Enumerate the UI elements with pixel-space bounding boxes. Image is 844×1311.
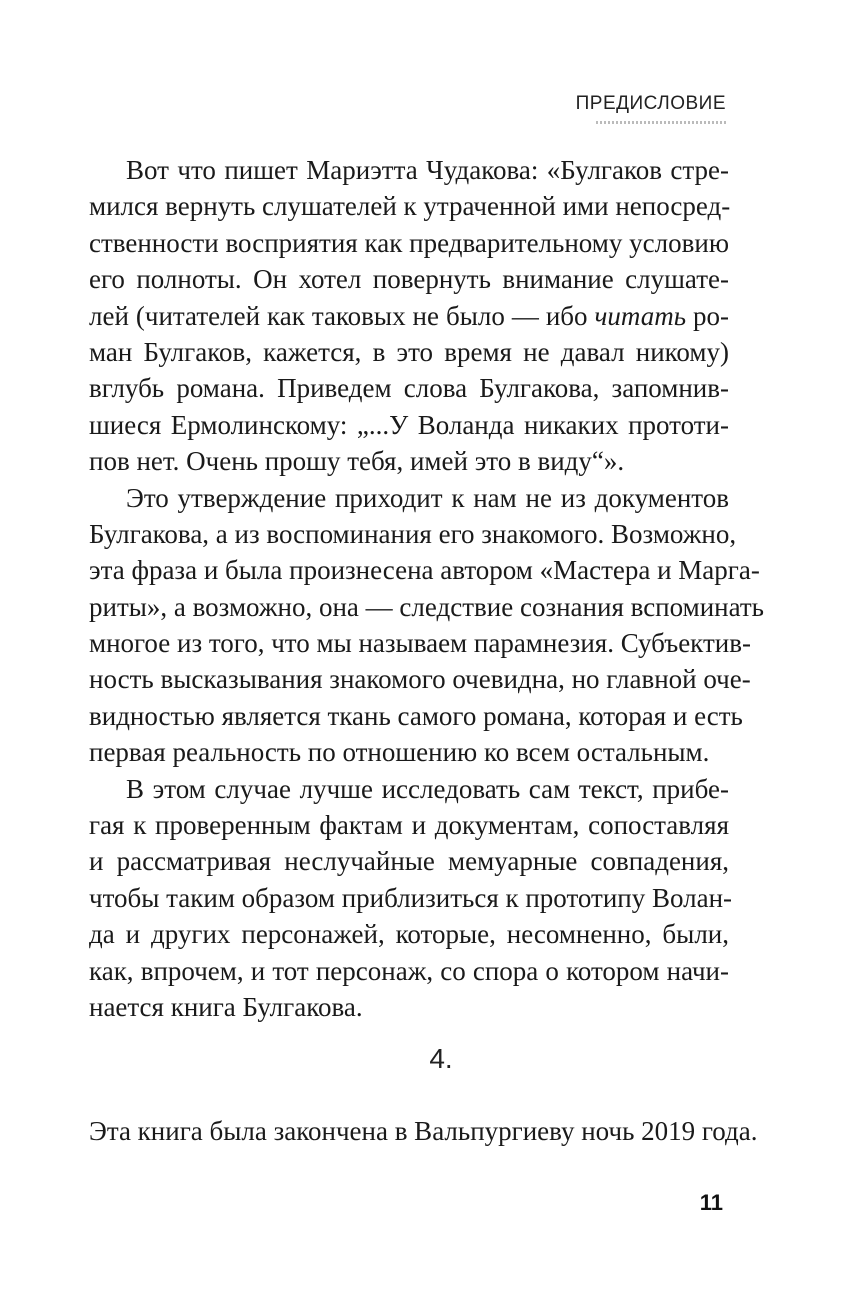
text-line: ственности восприятия как предварительному условию (89, 227, 729, 258)
emphasized-word: читать (594, 300, 687, 331)
running-head (576, 93, 726, 124)
text-line: шиеся Ермолинскому: „...У Воланда никаких прототи- (89, 409, 729, 440)
text-segment: ро- (686, 300, 729, 331)
paragraph-2 (89, 480, 764, 771)
text-line: Булгакова, а из воспоминания его знакомого. Возможно, (89, 518, 737, 549)
text-line: ман Булгаков, кажется, в это время не давал никому) (89, 336, 729, 367)
text-line: как, впрочем, и тот персонаж, со спора о котором начи- (89, 955, 729, 986)
text-line: чтобы таким образом приблизиться к прототипу Волан- (89, 882, 733, 913)
text-line: да и других персонажей, которые, несомненно, были, (89, 919, 729, 950)
text-line: ность высказывания знакомого очевидна, но главной оче- (89, 664, 751, 695)
text-line: мился вернуть слушателей к утраченной ими непосред- (89, 191, 731, 222)
text-line: В этом случае лучше исследовать сам текст, прибе- (126, 773, 729, 804)
text-line: нается книга Булгакова. (89, 991, 363, 1022)
body-text (89, 152, 764, 1025)
text-line: гая к проверенным фактам и документам, сопоставляя (89, 810, 729, 841)
section-number: 4. (429, 1043, 453, 1074)
text-segment: лей (читателей как таковых не было — ибо (89, 300, 595, 331)
running-head-rule (596, 121, 726, 124)
text-line: Это утверждение приходит к нам не из документов (126, 482, 729, 513)
section-heading (0, 1043, 844, 1075)
paragraph-3 (89, 771, 733, 1026)
text-line: многое из того, что мы называем парамнезия. Субъектив- (89, 628, 751, 659)
text-line: его полноты. Он хотел повернуть внимание слушате- (89, 264, 729, 295)
closing-sentence: Эта книга была закончена в Вальпургиеву ночь 2019 года. (89, 1116, 758, 1146)
running-head-title: ПРЕДИСЛОВИЕ (575, 93, 726, 114)
page-number: 11 (699, 1190, 723, 1215)
text-line: риты», а возможно, она — следствие сознания вспоминать (89, 591, 764, 622)
text-line: видностью является ткань самого романа, которая и есть (89, 700, 743, 731)
text-line: и рассматривая неслучайные мемуарные совпадения, (89, 846, 729, 877)
text-line: первая реальность по отношению ко всем остальным. (89, 737, 710, 768)
text-line: вглубь романа. Приведем слова Булгакова, запомнив- (89, 373, 729, 404)
paragraph-1 (89, 152, 729, 480)
text-line: Вот что пишет Мариэтта Чудакова: «Булгаков стре- (126, 155, 729, 185)
text-line: пов нет. Очень прошу тебя, имей это в виду“». (89, 446, 625, 477)
text-line: эта фраза и была произнесена автором «Мастера и Марга- (89, 555, 760, 586)
text-line-with-emphasis (89, 298, 729, 334)
